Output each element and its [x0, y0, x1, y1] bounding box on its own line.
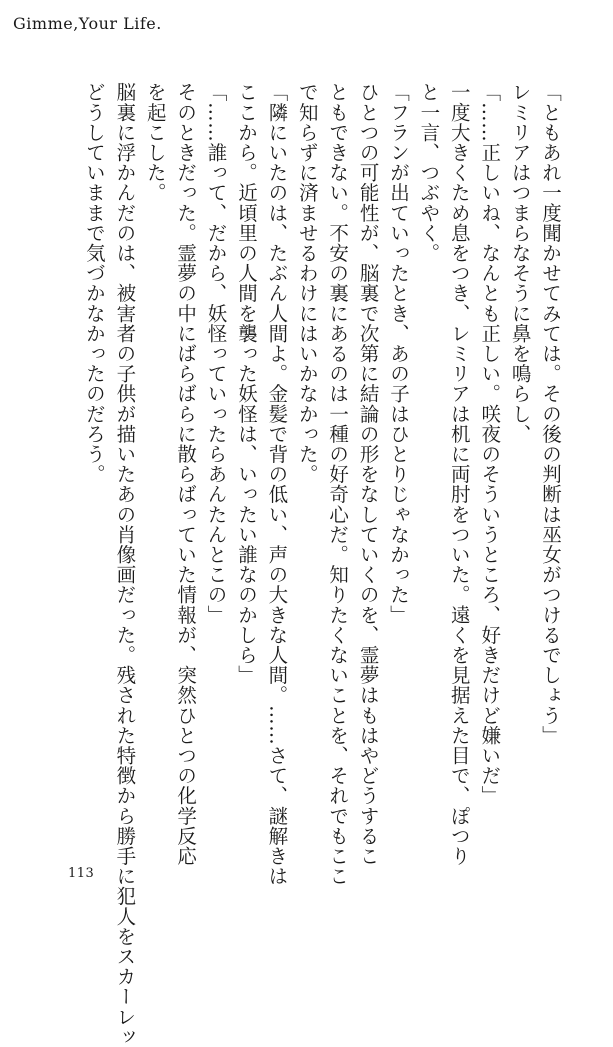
text-line: ともできない。不安の裏にあるのは一種の好奇心だ。知りたくないことを、それでもここ: [326, 82, 350, 886]
running-title: Gimme,Your Life.: [13, 14, 162, 33]
text-line: 「……誰って、だから、妖怪っていったらあんたんとこの」: [204, 82, 228, 625]
text-line: 「……正しいね、なんとも正しい。咲夜のそういうところ、好きだけど嫌いだ」: [478, 82, 502, 806]
text-line: 脳裏に浮かんだのは、被害者の子供が描いたあの肖像画だった。残された特徴から勝手に犯人をスカーレッ: [113, 82, 137, 1047]
text-line: 「フランが出ていったとき、あの子はひとりじゃなかった」: [386, 82, 410, 625]
text-line: レミリアはつまらなそうに鼻を鳴らし、: [508, 82, 532, 444]
novel-body-text: [82, 82, 565, 1047]
text-line: と一言、つぶやく。: [417, 82, 441, 263]
page-number: 113: [68, 866, 95, 881]
text-line: 「隣にいたのは、たぶん人間よ。金髪で背の低い、声の大きな人間。……さて、謎解きは: [265, 82, 289, 886]
text-line: 一度大きくため息をつき、レミリアは机に両肘をついた。遠くを見据えた目で、ぽつり: [447, 82, 471, 866]
text-line: そのときだった。霊夢の中にばらばらに散らばっていた情報が、突然ひとつの化学反応: [174, 82, 198, 866]
text-line: を起こした。: [143, 82, 167, 203]
text-line: で知らずに済ませるわけにはいかなかった。: [295, 82, 319, 484]
text-line: どうしていままで気づかなかったのだろう。: [82, 82, 106, 484]
text-line: 「ともあれ一度聞かせてみては。その後の判断は巫女がつけるでしょう」: [539, 82, 562, 746]
text-line: ここから。近頃里の人間を襲った妖怪は、いったい誰なのかしら」: [234, 82, 258, 685]
text-line: ひとつの可能性が、脳裏で次第に結論の形をなしていくのを、霊夢はもはやどうするこ: [356, 82, 380, 866]
